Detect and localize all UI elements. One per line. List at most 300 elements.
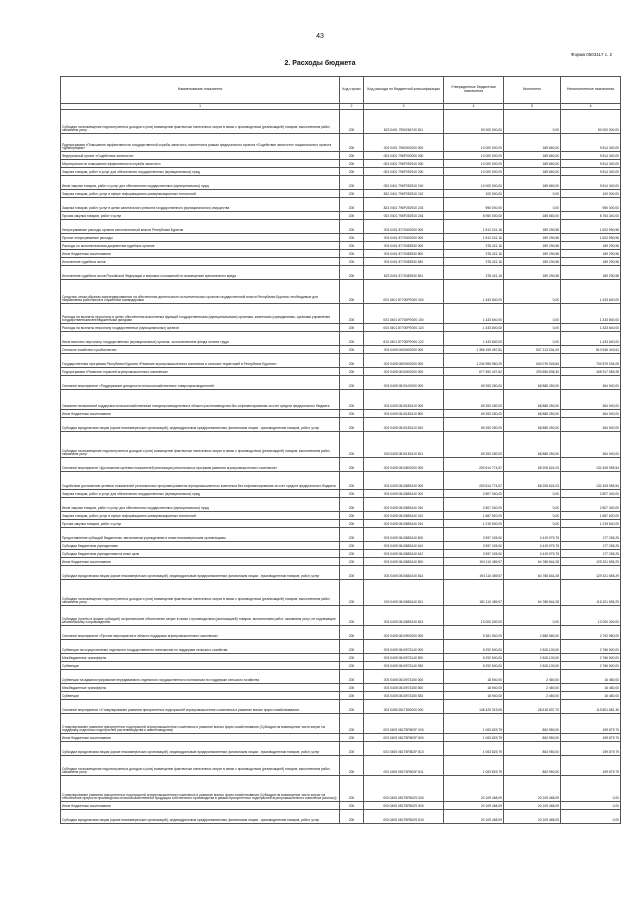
table-row bbox=[61, 528, 621, 542]
row-line-code: 200 bbox=[340, 266, 364, 280]
table-row bbox=[61, 198, 621, 212]
table-row bbox=[61, 410, 621, 418]
row-approved: 200 614 774,57 bbox=[444, 472, 504, 490]
row-line-code: 200 bbox=[340, 714, 364, 734]
table-row bbox=[61, 324, 621, 332]
row-approved: 1 356 159 457,81 bbox=[444, 346, 504, 354]
row-remaining: 9 814 340,00 bbox=[561, 160, 621, 168]
row-line-code: 200 bbox=[340, 410, 364, 418]
row-classification-code: 003 0405 0810882440 813 bbox=[364, 606, 444, 626]
row-executed: 0,00 bbox=[504, 324, 561, 332]
row-executed: 0,00 bbox=[504, 520, 561, 528]
table-row bbox=[61, 684, 621, 692]
table-row bbox=[61, 640, 621, 654]
row-classification-code: 003 0405 081Т5R502F 811 bbox=[364, 756, 444, 776]
row-executed: 0,00 bbox=[504, 606, 561, 626]
table-row bbox=[61, 258, 621, 266]
row-remaining: 189 290,58 bbox=[561, 266, 621, 280]
row-classification-code: 003 0401 796P200000 000 bbox=[364, 152, 444, 160]
row-line-code: 200 bbox=[340, 332, 364, 346]
row-remaining: 1 622 950,58 bbox=[561, 234, 621, 242]
row-remaining: 100 000,00 bbox=[561, 190, 621, 198]
row-name: Иные бюджетные ассигнования bbox=[61, 734, 340, 742]
row-executed: 2 526 100,00 bbox=[504, 662, 561, 670]
column-header-line-code: Код строки bbox=[340, 77, 364, 104]
page-number: 43 bbox=[316, 33, 324, 40]
table-row bbox=[61, 472, 621, 490]
row-remaining: 13 000 000,00 bbox=[561, 606, 621, 626]
row-name: Основное мероприятие «Стимулирование развития приоритетных подотраслей агропромышленного комплекса и развитие малых форм хозяйствования» bbox=[61, 700, 340, 714]
row-classification-code: 003 0401 8770000000 000 bbox=[364, 234, 444, 242]
table-row bbox=[61, 418, 621, 432]
row-classification-code: 832 0401 796P252910 242 bbox=[364, 190, 444, 198]
row-executed: 64 788 844,28 bbox=[504, 558, 561, 566]
row-classification-code: 003 0401 796P252910 240 bbox=[364, 176, 444, 190]
row-remaining: 199 879,79 bbox=[561, 742, 621, 756]
row-executed: 2 460,00 bbox=[504, 684, 561, 692]
row-line-code: 200 bbox=[340, 550, 364, 558]
row-executed: 64 788 844,28 bbox=[504, 580, 561, 606]
row-executed: 185 660,00 bbox=[504, 176, 561, 190]
table-row bbox=[61, 220, 621, 234]
row-name: Закупка товаров, работ и услуг для обеспечения государственных (муниципальных) нужд bbox=[61, 490, 340, 498]
table-row bbox=[61, 654, 621, 662]
table-row bbox=[61, 346, 621, 354]
row-approved: 18 940,00 bbox=[444, 692, 504, 700]
row-name: Субсидии на возмещение недополученных доходов и (или) возмещение фактически понесенных затрат в связи с производством (реализацией) товаров, выполнением работ, оказанием услуг bbox=[61, 580, 340, 606]
row-name: Иные закупки товаров, работ и услуг для обеспечения государственных (муниципальных) нужд bbox=[61, 176, 340, 190]
row-line-code: 200 bbox=[340, 756, 364, 776]
row-classification-code: 003 0405 0810973140 500 bbox=[364, 654, 444, 662]
row-executed: 189 290,58 bbox=[504, 242, 561, 250]
row-name: Исполнение судебных актов Российской Федерации и мировых соглашений по возмещению причиненного вреда bbox=[61, 266, 340, 280]
row-name: Субсидии юридическим лицам (кроме некоммерческих организаций), индивидуальным предпринимателям, физическим лицам - производителям товаров, работ, услуг bbox=[61, 810, 340, 824]
row-classification-code: 003 0405 081Т5R502F 810 bbox=[364, 742, 444, 756]
row-name: Иные закупки товаров, работ и услуг для обеспечения государственных (муниципальных) нужд bbox=[61, 498, 340, 512]
row-approved: 20 109 468,09 bbox=[444, 802, 504, 810]
row-name: Межбюджетные трансферты bbox=[61, 684, 340, 692]
table-row bbox=[61, 742, 621, 756]
table-row bbox=[61, 566, 621, 580]
row-classification-code: 003 0405 0810000000 000 bbox=[364, 368, 444, 376]
table-row bbox=[61, 626, 621, 640]
row-classification-code: 003 0401 87700PE000 000 bbox=[364, 280, 444, 304]
table-row bbox=[61, 212, 621, 220]
row-classification-code: 003 0405 081Т5R502S 810 bbox=[364, 810, 444, 824]
row-name: Средства, иным образом зарезервированные на обеспечение деятельности исполнительных органов государственной власти Республики Бурятия, необходимые для направления работников в служебные командировки bbox=[61, 280, 340, 304]
row-name: Подпрограмма «Развитие отраслей агропромышленного комплекса» bbox=[61, 368, 340, 376]
row-remaining: 2 792 960,00 bbox=[561, 626, 621, 640]
row-remaining: 116 321 655,29 bbox=[561, 580, 621, 606]
row-executed: 2 460,00 bbox=[504, 692, 561, 700]
row-executed: 68 208 624,03 bbox=[504, 472, 561, 490]
row-name: Субвенции на администрирование передаваемого отдельного государственного полномочия по поддержке сельского хозяйства bbox=[61, 670, 340, 684]
row-executed: 185 660,00 bbox=[504, 212, 561, 220]
row-line-code: 200 bbox=[340, 670, 364, 684]
row-name: Основное мероприятие «Достижение целевых показателей реализации региональных программ развития агропромышленного комплекса» bbox=[61, 458, 340, 472]
table-row bbox=[61, 160, 621, 168]
row-classification-code: 003 0405 0810882440 200 bbox=[364, 490, 444, 498]
column-header-classification-code: Код расхода по бюджетной классификации bbox=[364, 77, 444, 104]
section-title: 2. Расходы бюджета bbox=[284, 60, 356, 67]
row-line-code: 200 bbox=[340, 304, 364, 324]
row-remaining: 9 814 340,00 bbox=[561, 168, 621, 176]
row-remaining: 2 807 340,00 bbox=[561, 490, 621, 498]
row-approved: 20 109 468,09 bbox=[444, 776, 504, 802]
row-remaining: 364 940,00 bbox=[561, 390, 621, 410]
row-line-code: 200 bbox=[340, 152, 364, 160]
row-classification-code: 003 0405 0810882440 244 bbox=[364, 520, 444, 528]
row-line-code: 200 bbox=[340, 220, 364, 234]
row-line-code: 200 bbox=[340, 168, 364, 176]
row-line-code: 200 bbox=[340, 134, 364, 152]
row-classification-code: 823 0401 796P252910 243 bbox=[364, 198, 444, 212]
row-name: Субсидии бюджетным учреждениям bbox=[61, 542, 340, 550]
row-name: Субсидии на возмещение недополученных доходов и (или) возмещение фактически понесенных затрат в связи с производством (реализацией) товаров, выполнением работ, оказанием услуг bbox=[61, 432, 340, 458]
column-number: 3 bbox=[364, 104, 444, 110]
row-line-code: 200 bbox=[340, 580, 364, 606]
row-approved: 1 063 829,79 bbox=[444, 714, 504, 734]
row-classification-code: 003 0405 081Т5R502F 800 bbox=[364, 734, 444, 742]
row-line-code: 200 bbox=[340, 190, 364, 198]
row-classification-code: 003 0401 796P252910 200 bbox=[364, 168, 444, 176]
row-classification-code: 823 0401 8770083930 831 bbox=[364, 266, 444, 280]
row-approved: 200 614 774,57 bbox=[444, 458, 504, 472]
table-row bbox=[61, 234, 621, 242]
row-line-code: 200 bbox=[340, 432, 364, 458]
row-approved: 5 292 600,00 bbox=[444, 662, 504, 670]
row-name: Федеральный проект «Содействие занятости» bbox=[61, 152, 340, 160]
row-name: Стимулирование развития приоритетных подотраслей агропромышленного комплекса и развитие малых форм хозяйствования (Субсидия на возмещение части затрат на поддержку отдельных подотраслей растениеводства и животноводства) bbox=[61, 714, 340, 734]
row-name: Закупка товаров, работ, услуг в сфере информационно-коммуникационных технологий bbox=[61, 512, 340, 520]
row-name: Субсидии на возмещение недополученных доходов и (или) возмещение фактически понесенных затрат в связи с производством (реализацией) товаров, выполнением работ, оказанием услуг bbox=[61, 110, 340, 134]
row-name: Закупка товаров, работ, услуг в сфере информационно-коммуникационных технологий bbox=[61, 190, 340, 198]
row-executed: 2 460,00 bbox=[504, 670, 561, 684]
row-name: Субсидии юридическим лицам (кроме некоммерческих организаций), индивидуальным предпринимателям, физическим лицам - производителям товаров, работ, услуг bbox=[61, 418, 340, 432]
row-name: Субсидии (гранты в форме субсидий) на финансовое обеспечение затрат в связи с производством (реализацией) товаров, выполнением работ, оказанием услуг, не подлежащие казначейскому сопровождению bbox=[61, 606, 340, 626]
row-remaining: 16 480,00 bbox=[561, 684, 621, 692]
row-approved: 378 421,16 bbox=[444, 266, 504, 280]
row-executed: 863 950,00 bbox=[504, 714, 561, 734]
row-line-code: 200 bbox=[340, 280, 364, 304]
row-name: Оказание несвязанной поддержки сельскохозяйственным товаропроизводителям в области растениеводства без софинансирования за счет средств федерального бюджета bbox=[61, 390, 340, 410]
row-name: Государственная программа Республики Бурятия «Развитие агропромышленного комплекса и сельских территорий в Республике Бурятия» bbox=[61, 354, 340, 368]
row-line-code: 200 bbox=[340, 742, 364, 756]
row-approved: 69 253 250,00 bbox=[444, 376, 504, 390]
row-line-code: 200 bbox=[340, 802, 364, 810]
column-header-executed: Исполнено bbox=[504, 77, 561, 104]
row-approved: 950 000,00 bbox=[444, 198, 504, 212]
row-classification-code: 003 0405 0810800000 000 bbox=[364, 458, 444, 472]
table-row bbox=[61, 550, 621, 558]
table-row bbox=[61, 168, 621, 176]
row-line-code: 200 bbox=[340, 566, 364, 580]
table-row bbox=[61, 266, 621, 280]
row-executed: 3 419 979,75 bbox=[504, 542, 561, 550]
row-approved: 378 421,16 bbox=[444, 242, 504, 250]
row-classification-code: 003 0405 0810182410 810 bbox=[364, 418, 444, 432]
row-name: Субсидии юридическим лицам (кроме некоммерческих организаций), индивидуальным предпринимателям, физическим лицам - производителям товаров, работ, услуг bbox=[61, 566, 340, 580]
row-executed: 540 076 926,84 bbox=[504, 354, 561, 368]
row-approved: 677 592 427,62 bbox=[444, 368, 504, 376]
row-executed: 0,00 bbox=[504, 190, 561, 198]
row-approved: 1 812 241,16 bbox=[444, 220, 504, 234]
row-approved: 1 433 840,00 bbox=[444, 280, 504, 304]
row-line-code: 200 bbox=[340, 176, 364, 190]
row-executed: 189 290,58 bbox=[504, 234, 561, 242]
row-remaining: 189 290,58 bbox=[561, 242, 621, 250]
row-name: Межбюджетные трансферты bbox=[61, 654, 340, 662]
row-classification-code: 003 0405 0810882440 600 bbox=[364, 528, 444, 542]
row-approved: 10 000 000,00 bbox=[444, 152, 504, 160]
row-remaining: 408 917 589,28 bbox=[561, 368, 621, 376]
row-classification-code: 003 0405 081Т500000 000 bbox=[364, 700, 444, 714]
row-approved: 10 000 000,00 bbox=[444, 176, 504, 190]
row-executed: 0,00 bbox=[504, 280, 561, 304]
table-row bbox=[61, 432, 621, 458]
row-classification-code: 003 0401 8770083930 830 bbox=[364, 258, 444, 266]
row-approved: 18 940,00 bbox=[444, 684, 504, 692]
row-name: Сельское хозяйство и рыболовство bbox=[61, 346, 340, 354]
row-approved: 18 940,00 bbox=[444, 670, 504, 684]
row-executed: 0,00 bbox=[504, 512, 561, 520]
row-classification-code: 003 0401 87700PE000 100 bbox=[364, 304, 444, 324]
table-row bbox=[61, 134, 621, 152]
row-name: Иные бюджетные ассигнования bbox=[61, 250, 340, 258]
row-remaining: 1 433 840,00 bbox=[561, 324, 621, 332]
row-executed: 547 213 034,20 bbox=[504, 346, 561, 354]
table-row bbox=[61, 670, 621, 684]
row-approved: 148 420 319,05 bbox=[444, 700, 504, 714]
row-classification-code: 003 0405 0810882440 610 bbox=[364, 542, 444, 550]
row-approved: 2 807 340,00 bbox=[444, 490, 504, 498]
row-remaining: 2 766 500,00 bbox=[561, 640, 621, 654]
row-name: Иные бюджетные ассигнования bbox=[61, 802, 340, 810]
row-executed: 0,00 bbox=[504, 332, 561, 346]
row-executed: 20 109 468,09 bbox=[504, 776, 561, 802]
row-line-code: 200 bbox=[340, 418, 364, 432]
row-line-code: 200 bbox=[340, 640, 364, 654]
table-row bbox=[61, 250, 621, 258]
row-line-code: 200 bbox=[340, 390, 364, 410]
row-approved: 1 244 955 960,29 bbox=[444, 354, 504, 368]
row-executed: 185 660,00 bbox=[504, 168, 561, 176]
row-classification-code: 003 0405 0810882440 810 bbox=[364, 566, 444, 580]
row-name: Прочая закупка товаров, работ и услуг bbox=[61, 520, 340, 528]
row-line-code: 200 bbox=[340, 654, 364, 662]
row-approved: 100 000,00 bbox=[444, 190, 504, 198]
row-executed: 68 208 624,03 bbox=[504, 458, 561, 472]
row-line-code: 200 bbox=[340, 542, 364, 550]
table-row bbox=[61, 810, 621, 824]
row-approved: 378 421,16 bbox=[444, 250, 504, 258]
row-executed: 0,00 bbox=[504, 110, 561, 134]
row-remaining: 0,00 bbox=[561, 776, 621, 802]
row-name: Иные бюджетные ассигнования bbox=[61, 410, 340, 418]
row-classification-code: 003 0405 0800000000 000 bbox=[364, 354, 444, 368]
row-executed: 185 660,00 bbox=[504, 160, 561, 168]
row-classification-code: 003 0405 0810973150 500 bbox=[364, 684, 444, 692]
row-classification-code: 003 0405 0810973140 530 bbox=[364, 662, 444, 670]
row-classification-code: 003 0405 0810973150 000 bbox=[364, 670, 444, 684]
row-remaining: 1 622 950,58 bbox=[561, 220, 621, 234]
row-executed: 189 290,58 bbox=[504, 266, 561, 280]
table-row bbox=[61, 354, 621, 368]
table-row bbox=[61, 700, 621, 714]
row-executed: 64 788 844,28 bbox=[504, 566, 561, 580]
row-classification-code: 003 0405 0810882440 242 bbox=[364, 512, 444, 520]
row-remaining: 50 000 000,00 bbox=[561, 110, 621, 134]
row-remaining: 2 766 500,00 bbox=[561, 662, 621, 670]
row-remaining: 9 814 340,00 bbox=[561, 152, 621, 160]
row-remaining: 199 879,79 bbox=[561, 714, 621, 734]
row-name: Содействие достижению целевых показателей региональных программ развития агропромышленного комплекса без софинансирования за счет средств федерального бюджета bbox=[61, 472, 340, 490]
row-executed: 2 588 580,00 bbox=[504, 626, 561, 640]
row-approved: 10 000 000,00 bbox=[444, 168, 504, 176]
row-classification-code: 003 0401 87700PE000 120 bbox=[364, 324, 444, 332]
row-approved: 1 433 840,00 bbox=[444, 304, 504, 324]
row-remaining: 0,00 bbox=[561, 802, 621, 810]
row-classification-code: 003 0405 0810882440 811 bbox=[364, 580, 444, 606]
row-approved: 1 433 840,00 bbox=[444, 324, 504, 332]
row-name: Предоставление субсидий бюджетным, автономным учреждениям и иным некоммерческим организациям bbox=[61, 528, 340, 542]
row-remaining: 1 687 520,00 bbox=[561, 512, 621, 520]
row-classification-code: 003 0405 081Т5R502S 800 bbox=[364, 802, 444, 810]
row-name: Расходы на выплаты персоналу государственных (муниципальных) органов bbox=[61, 324, 340, 332]
row-line-code: 200 bbox=[340, 558, 364, 566]
column-header-approved: Утвержденные бюджетные назначения bbox=[444, 77, 504, 104]
row-executed: 3 419 979,75 bbox=[504, 528, 561, 542]
row-line-code: 200 bbox=[340, 212, 364, 220]
table-row bbox=[61, 176, 621, 190]
row-classification-code: 003 0401 7960000000 000 bbox=[364, 134, 444, 152]
row-remaining: 2 807 340,00 bbox=[561, 498, 621, 512]
row-line-code: 200 bbox=[340, 354, 364, 368]
row-executed: 68 888 250,00 bbox=[504, 376, 561, 390]
table-row bbox=[61, 692, 621, 700]
row-executed: 68 888 250,00 bbox=[504, 432, 561, 458]
row-approved: 3 597 245,00 bbox=[444, 528, 504, 542]
row-approved: 8 950 000,00 bbox=[444, 212, 504, 220]
table-row bbox=[61, 242, 621, 250]
row-approved: 2 807 340,00 bbox=[444, 498, 504, 512]
column-number: 4 bbox=[444, 104, 504, 110]
column-number: 1 bbox=[61, 104, 340, 110]
row-remaining: 364 940,00 bbox=[561, 418, 621, 432]
row-approved: 5 292 600,00 bbox=[444, 654, 504, 662]
row-name: Субвенции bbox=[61, 662, 340, 670]
row-executed: 293 655 838,30 bbox=[504, 368, 561, 376]
row-line-code: 200 bbox=[340, 512, 364, 520]
row-name: Субсидии бюджетным учреждениям на иные цели bbox=[61, 550, 340, 558]
row-remaining: 199 879,79 bbox=[561, 756, 621, 776]
row-line-code: 200 bbox=[340, 684, 364, 692]
table-row bbox=[61, 734, 621, 742]
row-approved: 378 421,16 bbox=[444, 258, 504, 266]
row-remaining: 189 290,58 bbox=[561, 250, 621, 258]
row-executed: 2 526 100,00 bbox=[504, 654, 561, 662]
row-approved: 20 109 468,09 bbox=[444, 810, 504, 824]
row-classification-code: 003 0401 8770083930 800 bbox=[364, 250, 444, 258]
row-executed: 68 888 250,00 bbox=[504, 390, 561, 410]
row-approved: 181 110 489,57 bbox=[444, 580, 504, 606]
table-row bbox=[61, 714, 621, 734]
row-executed: 189 290,58 bbox=[504, 220, 561, 234]
table-row bbox=[61, 490, 621, 498]
row-remaining: 177 265,25 bbox=[561, 550, 621, 558]
row-executed: 20 109 468,09 bbox=[504, 810, 561, 824]
row-approved: 5 361 540,00 bbox=[444, 626, 504, 640]
row-remaining: 189 290,58 bbox=[561, 258, 621, 266]
row-remaining: 16 480,00 bbox=[561, 692, 621, 700]
row-line-code: 200 bbox=[340, 528, 364, 542]
row-line-code: 200 bbox=[340, 346, 364, 354]
table-row bbox=[61, 368, 621, 376]
row-name: Прочие непрограммные расходы bbox=[61, 234, 340, 242]
table-row bbox=[61, 498, 621, 512]
column-number: 5 bbox=[504, 104, 561, 110]
table-row bbox=[61, 280, 621, 304]
row-approved: 3 597 245,00 bbox=[444, 542, 504, 550]
row-remaining: 364 940,00 bbox=[561, 432, 621, 458]
row-line-code: 200 bbox=[340, 258, 364, 266]
row-classification-code: 823 0401 7950284740 811 bbox=[364, 110, 444, 134]
row-classification-code: 003 0405 0810100000 000 bbox=[364, 376, 444, 390]
table-header-row bbox=[61, 77, 621, 104]
row-classification-code: 003 0405 0810882440 800 bbox=[364, 558, 444, 566]
row-classification-code: 003 0401 796P252910 244 bbox=[364, 212, 444, 220]
table-row bbox=[61, 542, 621, 550]
row-remaining: 129 321 655,29 bbox=[561, 558, 621, 566]
row-line-code: 200 bbox=[340, 324, 364, 332]
expenditure-table bbox=[60, 76, 621, 824]
row-approved: 1 687 520,00 bbox=[444, 512, 504, 520]
row-line-code: 200 bbox=[340, 700, 364, 714]
row-name: Субсидии юридическим лицам (кроме некоммерческих организаций), индивидуальным предпринимателям, физическим лицам - производителям товаров, работ, услуг bbox=[61, 742, 340, 756]
row-remaining: 177 265,25 bbox=[561, 542, 621, 550]
row-name: Расходы на выплаты персоналу в целях обеспечения выполнения функций государственными (муниципальными) органами, казенными учреждениями, органами управления государственными внебюджетными фондами bbox=[61, 304, 340, 324]
column-number: 6 bbox=[561, 104, 621, 110]
row-approved: 1 219 540,00 bbox=[444, 520, 504, 528]
row-line-code: 200 bbox=[340, 234, 364, 242]
row-remaining: 1 219 540,00 bbox=[561, 520, 621, 528]
row-approved: 1 063 829,79 bbox=[444, 742, 504, 756]
row-executed: 28 618 637,70 bbox=[504, 700, 561, 714]
row-name: Стимулирование развития приоритетных подотраслей агропромышленного комплекса и развитие малых форм хозяйствования (Субсидия на возмещение части затрат на обеспечение прироста производства сельскохозяйственной продукции собственного производства в рамках приоритетных подотраслей агропромышленного комплекса (молоко)) bbox=[61, 776, 340, 802]
row-classification-code: 003 0405 081Т5R502F 000 bbox=[364, 714, 444, 734]
row-executed: 863 950,00 bbox=[504, 742, 561, 756]
row-line-code: 200 bbox=[340, 810, 364, 824]
table-row bbox=[61, 520, 621, 528]
row-remaining: 119 801 681,35 bbox=[561, 700, 621, 714]
row-remaining: 364 940,00 bbox=[561, 410, 621, 418]
table-row bbox=[61, 662, 621, 670]
table-row bbox=[61, 332, 621, 346]
row-classification-code: 003 0405 0810182410 800 bbox=[364, 410, 444, 418]
row-name: Исполнение судебных актов bbox=[61, 258, 340, 266]
row-remaining: 1 433 840,00 bbox=[561, 304, 621, 324]
row-executed: 0,00 bbox=[504, 304, 561, 324]
row-classification-code: 003 0405 0000000000 000 bbox=[364, 346, 444, 354]
row-executed: 68 888 250,00 bbox=[504, 418, 561, 432]
row-remaining: 132 405 955,54 bbox=[561, 458, 621, 472]
row-executed: 2 526 100,00 bbox=[504, 640, 561, 654]
form-code: Форма 0503117 с. 2 bbox=[571, 52, 612, 57]
row-classification-code: 003 0405 0810882440 612 bbox=[364, 550, 444, 558]
row-remaining: 16 480,00 bbox=[561, 670, 621, 684]
row-remaining: 364 940,00 bbox=[561, 376, 621, 390]
row-name: Мероприятия по повышению эффективности службы занятости bbox=[61, 160, 340, 168]
